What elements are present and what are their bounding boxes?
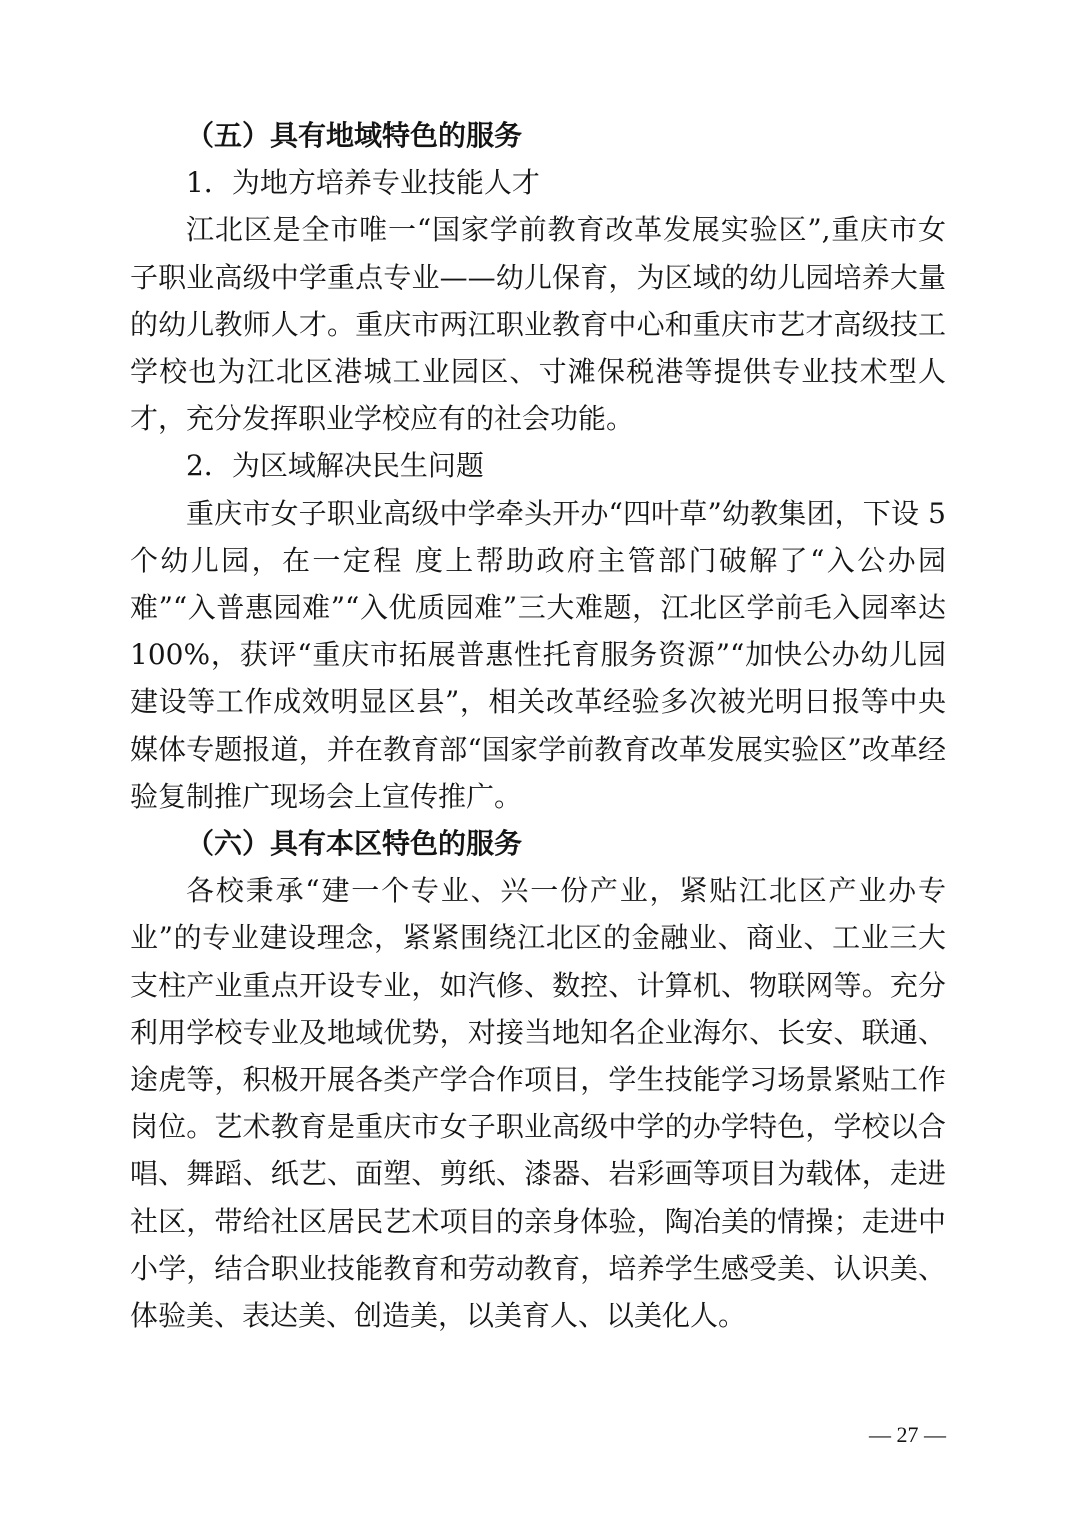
paragraph-district-services: 各校秉承“建一个专业、兴一份产业，紧贴江北区产业办专业”的专业建设理念，紧紧围绕江北区的金融业、商业、工业三大支柱产业重点开设专业，如汽修、数控、计算机、物联网等。充分利用学校专业及地域优势，对接当地知名企业海尔、长安、联通、途虎等，积极开展各类产学合作项目，学生技能学习场景紧贴工作岗位。艺术教育是重庆市女子职业高级中学的办学特色，学校以合唱、舞蹈、纸艺、面塑、剪纸、漆器、岩彩画等项目为载体，走进社区，带给社区居民艺术项目的亲身体验，陶冶美的情操；走进中小学，结合职业技能教育和劳动教育，培养学生感受美、认识美、体验美、表达美、创造美，以美育人、以美化人。 (130, 874, 946, 1333)
paragraph-talent-training: 江北区是全市唯一“国家学前教育改革发展实验区”,重庆市女子职业高级中学重点专业——幼儿保育，为区域的幼儿园培养大量的幼儿教师人才。重庆市两江职业教育中心和重庆市艺才高级技工学校也为江北区港城工业园区、寸滩保税港等提供专业技术型人才，充分发挥职业学校应有的社会功能。 (130, 213, 946, 436)
section-heading-5: （五）具有地域特色的服务 (186, 119, 523, 152)
section-heading-6: （六）具有本区特色的服务 (186, 827, 523, 861)
document-body (130, 112, 946, 1339)
subheading-2: 2．为区域解决民生问题 (186, 449, 484, 483)
paragraph-livelihood: 重庆市女子职业高级中学牵头开办“四叶草”幼教集团，下设 5 个幼儿园，在一定程 度上帮助政府主管部门破解了“入公办园难”“入普惠园难”“入优质园难”三大难题，江北区学前毛入园率达 100%，获评“重庆市拓展普惠性托育服务资源”“加快公办幼儿园建设等工作成效明显区县”，相关改革经验多次被光明日报等中央媒体专题报道，并在教育部“国家学前教育改革发展实验区”改革经验复制推广现场会上宣传推广。 (130, 496, 946, 813)
page-number: — 27 — (869, 1422, 946, 1447)
subheading-1: 1．为地方培养专业技能人才 (186, 166, 540, 200)
